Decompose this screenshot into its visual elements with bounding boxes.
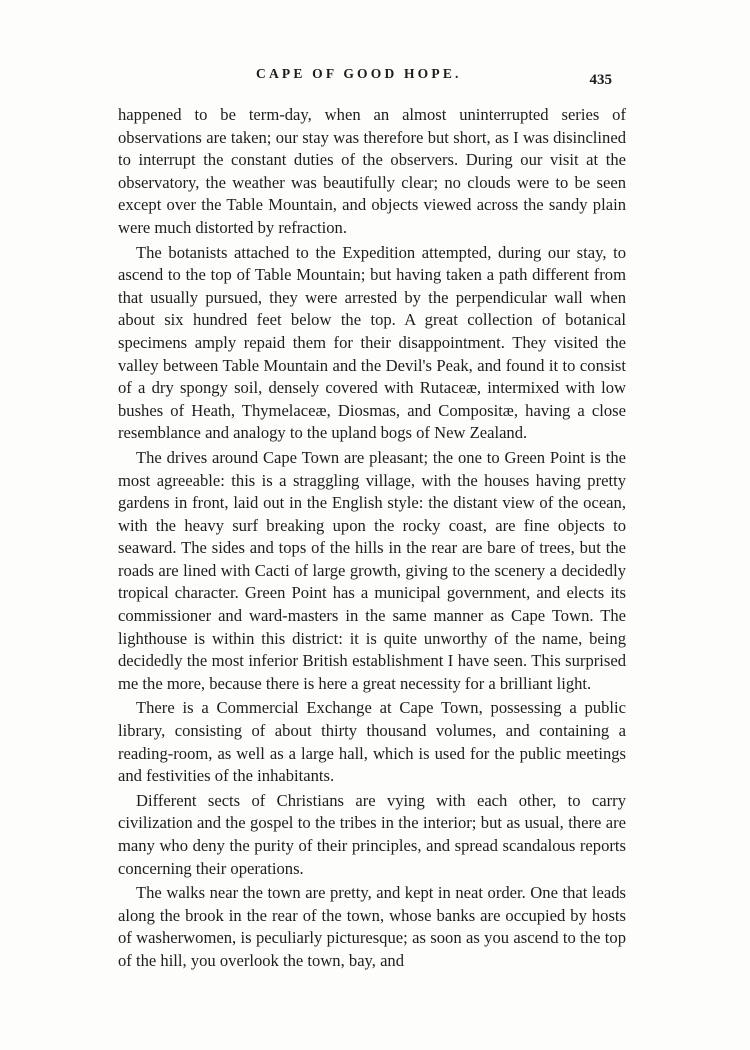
paragraph-exchange: There is a Commercial Exchange at Cape Town, possessing a public library, consisting of about thirty thousand volumes, and containing a reading-room, as well as a large hall, which is used for the public meetings and festivities of the inhabitants. [118,698,626,786]
paragraph-christians: Different sects of Christians are vying with each other, to carry civilization and the gospel to the tribes in the interior; but as usual, there are many who deny the purity of their principles, and spread scandalous reports concerning their operations. [118,790,626,878]
paragraph-botanists: The botanists attached to the Expedition attempted, during our stay, to ascend to the top of Table Mountain; but having taken a path different from that usually pursued, they were arrested by the perpendicular wall when about six hundred feet below the top. A great collection of botanical specimens amply repaid them for their disappointment. They visited the valley between Table Mountain and the Devil's Peak, and found it to consist of a dry spongy soil, densely covered with Rutaceæ, intermixed with low bushes of Heath, Thymelaceæ, Diosmas, and Compositæ, having a close resemblance and analogy to the upland bogs of New Zealand. [118,242,626,443]
running-head-title: CAPE OF GOOD HOPE. [256,66,462,81]
running-head [118,66,618,90]
page-number: 435 [589,72,612,88]
paragraph-continuation: happened to be term-day, when an almost uninterrupted series of observations are taken; our stay was therefore but short, as I was disinclined to interrupt the constant duties of the observers. During our visit at the observatory, the weather was beautifully clear; no clouds were to be seen except over the Table Mountain, and objects viewed across the sandy plain were much distorted by refraction. [118,105,626,237]
body-text [118,104,626,975]
paragraph-drives: The drives around Cape Town are pleasant; the one to Green Point is the most agreeable: this is a straggling village, with the houses having pretty gardens in front, laid out in the English style: the distant view of the ocean, with the heavy surf breaking upon the rocky coast, are fine objects to seaward. The sides and tops of the hills in the rear are bare of trees, but the roads are lined with Cacti of large growth, giving to the scenery a decidedly tropical character. Green Point has a municipal government, and elects its commissioner and ward-masters in the same manner as Cape Town. The lighthouse is within this district: it is quite unworthy of the name, being decidedly the most inferior British establishment I have seen. This surprised me the more, because there is here a great necessity for a brilliant light. [118,447,626,693]
paragraph-walks: The walks near the town are pretty, and kept in neat order. One that leads along the brook in the rear of the town, whose banks are occupied by hosts of washerwomen, is peculiarly picturesque; as soon as you ascend to the top of the hill, you overlook the town, bay, and [118,883,626,970]
